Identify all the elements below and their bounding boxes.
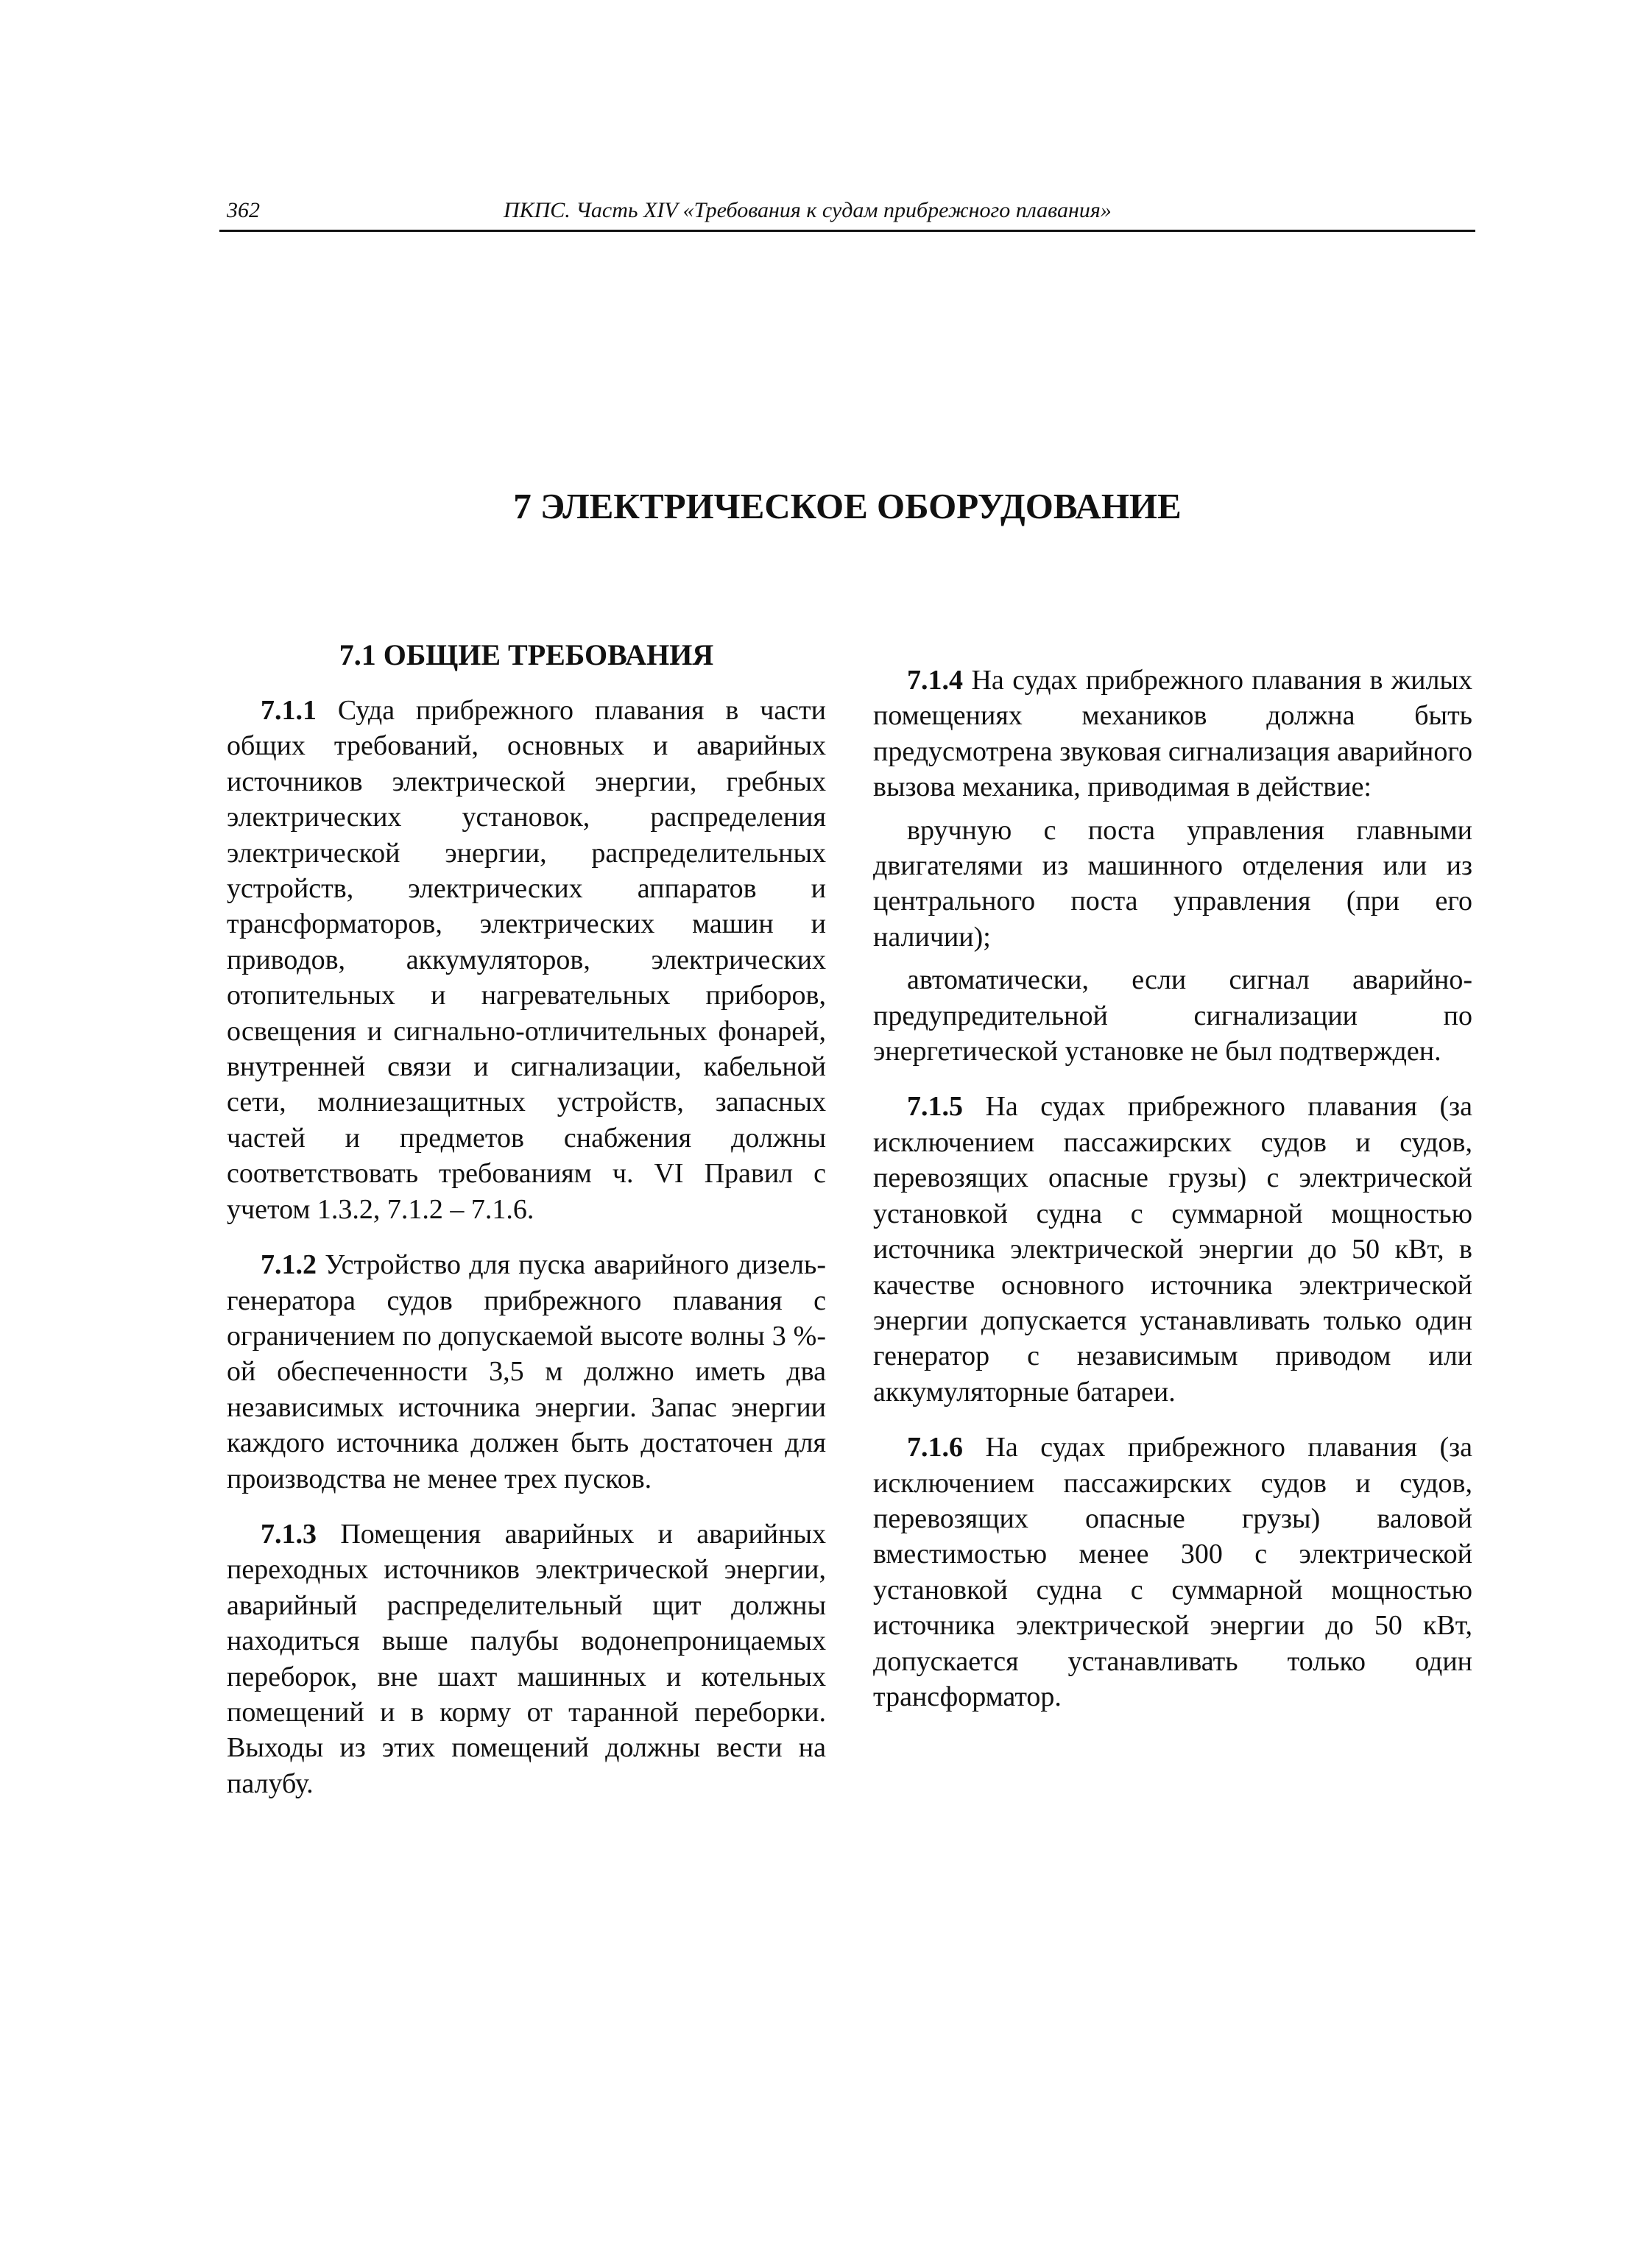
clause-text: На судах прибрежного плавания (за исключением пассажирских судов и судов, перевозящих опасные грузы) с электрической установкой судна с суммарной мощностью источника электрической энергии до 50 кВт, в качестве основного источника электрической энергии допускается устанавливать только один генератор с независимым приводом или аккумуляторные батареи.: [873, 1091, 1472, 1408]
clause-7-1-2: [227, 1247, 826, 1497]
running-title: ПКПС. Часть XIV «Требования к судам прибрежного плавания»: [504, 198, 1112, 222]
clause-number: 7.1.6: [907, 1432, 963, 1463]
clause-7-1-5: [873, 1089, 1472, 1410]
clause-text: На судах прибрежного плавания в жилых помещениях механиков должна быть предусмотрена звуковая сигнализация аварийного вызова механика, приводимая в действие:: [873, 665, 1472, 803]
clause-number: 7.1.3: [261, 1518, 317, 1550]
clause-7-1-1: [227, 693, 826, 1227]
clause-number: 7.1.1: [261, 695, 317, 726]
clause-7-1-3: [227, 1516, 826, 1801]
right-column: [873, 663, 1472, 1715]
clause-number: 7.1.5: [907, 1091, 963, 1123]
clause-number: 7.1.4: [907, 665, 963, 696]
left-column: [227, 638, 826, 1801]
clause-text: На судах прибрежного плавания (за исключением пассажирских судов и судов, перевозящих опасные грузы) валовой вместимостью менее 300 с электрической установкой судна с суммарной мощностью источника электрической энергии до 50 кВт, допускается устанавливать только один трансформатор.: [873, 1432, 1472, 1712]
clause-7-1-4-item-manual: вручную с поста управления главными двигателями из машинного отделения или из центрального поста управления (при его наличии);: [873, 814, 1472, 953]
section-title: 7.1 ОБЩИЕ ТРЕБОВАНИЯ: [339, 638, 714, 671]
clause-text: Устройство для пуска аварийного дизель-генератора судов прибрежного плавания с ограничением по допускаемой высоте волны 3 %-ой обеспеченности 3,5 м должно иметь два независимых источника энергии. Запас энергии каждого источника должен быть достаточен для производства не менее трех пусков.: [227, 1249, 826, 1494]
chapter-title: 7 ЭЛЕКТРИЧЕСКОЕ ОБОРУДОВАНИЕ: [513, 486, 1182, 526]
clause-7-1-4-item-automatic: автоматически, если сигнал аварийно-предупредительной сигнализации по энергетической установке не был подтвержден.: [873, 964, 1472, 1067]
clause-text: Суда прибрежного плавания в части общих требований, основных и аварийных источников электрической энергии, гребных электрических установок, распределения электрической энергии, распределительных устройств, электрических аппаратов и трансформаторов, электрических машин и приводов, аккумуляторов, электрических отопительных и нагревательных приборов, освещения и сигнально-отличительных фонарей, внутренней связи и сигнализации, кабельной сети, молниезащитных устройств, запасных частей и предметов снабжения должны соответствовать требованиям ч. VI Правил с учетом 1.3.2, 7.1.2 – 7.1.6.: [227, 695, 826, 1225]
clause-text: Помещения аварийных и аварийных переходных источников электрической энергии, аварийный распределительный щит должны находиться выше палубы водонепроницаемых переборок, вне шахт машинных и котельных помещений и в корму от таранной переборки. Выходы из этих помещений должны вести на палубу.: [227, 1518, 826, 1799]
clause-7-1-4: [873, 663, 1472, 805]
page-number: 362: [227, 198, 260, 222]
page-header: [219, 196, 1475, 232]
clause-7-1-6: [873, 1430, 1472, 1715]
clause-number: 7.1.2: [261, 1249, 317, 1281]
